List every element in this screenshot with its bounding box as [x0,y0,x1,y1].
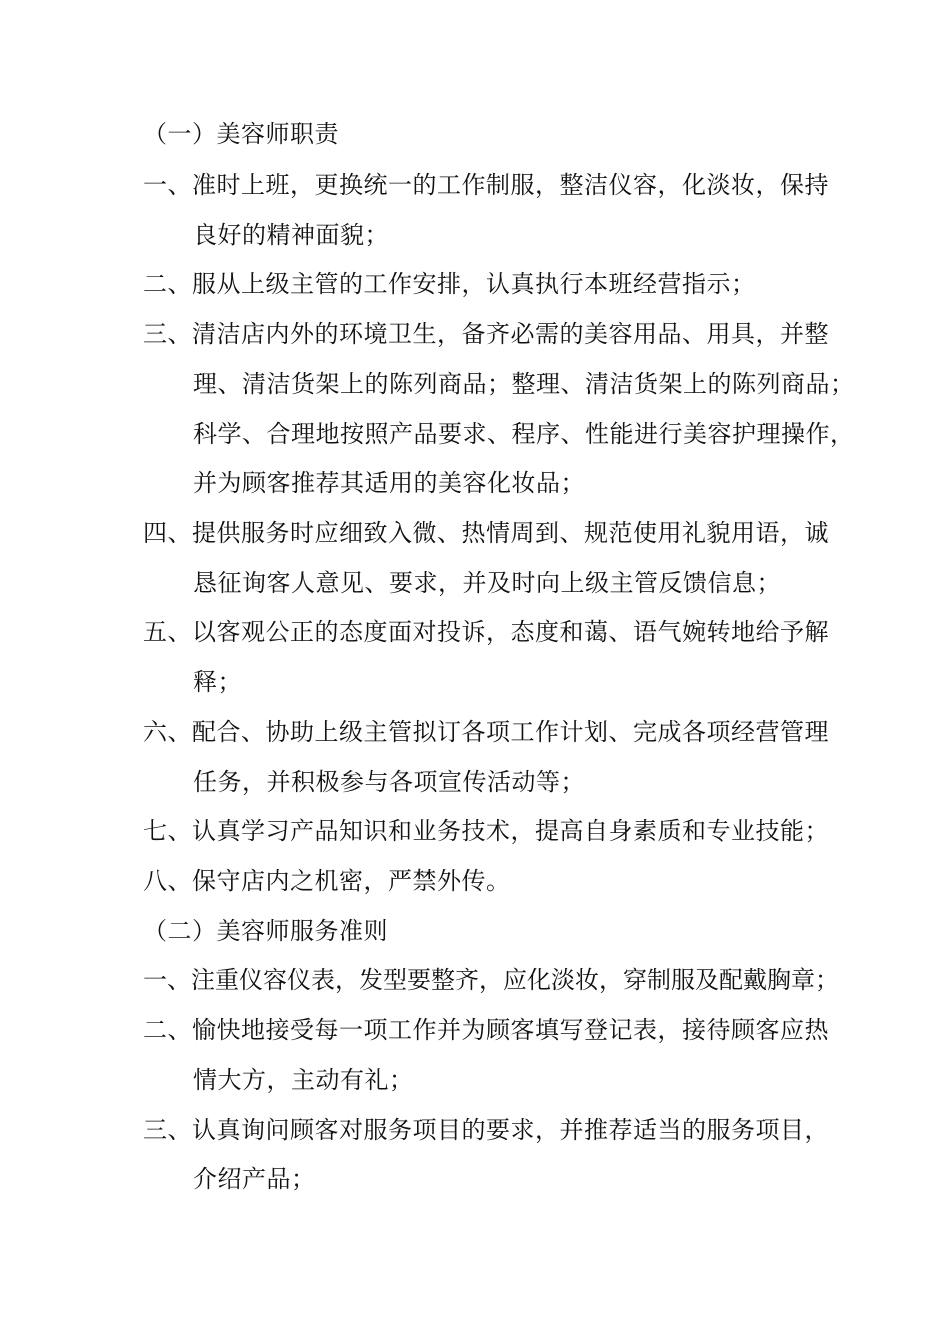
list-item-continuation: 情大方，主动有礼； [193,1066,414,1094]
list-item-line: 八、保守店内之机密，严禁外传。 [143,867,511,895]
list-item-line: 七、认真学习产品知识和业务技术，提高自身素质和专业技能； [143,817,829,845]
list-item-line: 一、注重仪容仪表，发型要整齐，应化淡妆，穿制服及配戴胸章； [143,966,839,994]
list-item-line: 三、清洁店内外的环境卫生，备齐必需的美容用品、用具，并整 [143,320,829,348]
list-item-line: 四、提供服务时应细致入微、热情周到、规范使用礼貌用语，诚 [143,519,829,547]
section-heading: （一）美容师职责 [143,120,339,148]
list-item-line: 五、以客观公正的态度面对投诉，态度和蔼、语气婉转地给予解 [143,618,829,646]
list-item-continuation: 恳征询客人意见、要求，并及时向上级主管反馈信息； [193,569,781,597]
list-item-continuation: 良好的精神面貌； [193,221,389,249]
list-item-line: 二、服从上级主管的工作安排，认真执行本班经营指示； [143,270,756,298]
list-item-continuation: 释； [193,668,242,696]
list-item-continuation: 介绍产品； [193,1165,316,1193]
list-item-line: 三、认真询问顾客对服务项目的要求，并推荐适当的服务项目， [143,1116,829,1144]
list-item-line: 一、准时上班，更换统一的工作制服，整洁仪容，化淡妆，保持 [143,171,829,199]
list-item-line: 二、愉快地接受每一项工作并为顾客填写登记表，接待顾客应热 [143,1016,829,1044]
list-item-continuation: 并为顾客推荐其适用的美容化妆品； [193,469,585,497]
list-item-continuation: 理、清洁货架上的陈列商品；整理、清洁货架上的陈列商品； [193,370,855,398]
list-item-continuation: 任务，并积极参与各项宣传活动等； [193,768,585,796]
list-item-continuation: 科学、合理地按照产品要求、程序、性能进行美容护理操作， [193,420,855,448]
section-heading: （二）美容师服务准则 [143,917,388,945]
list-item-line: 六、配合、协助上级主管拟订各项工作计划、完成各项经营管理 [143,718,829,746]
